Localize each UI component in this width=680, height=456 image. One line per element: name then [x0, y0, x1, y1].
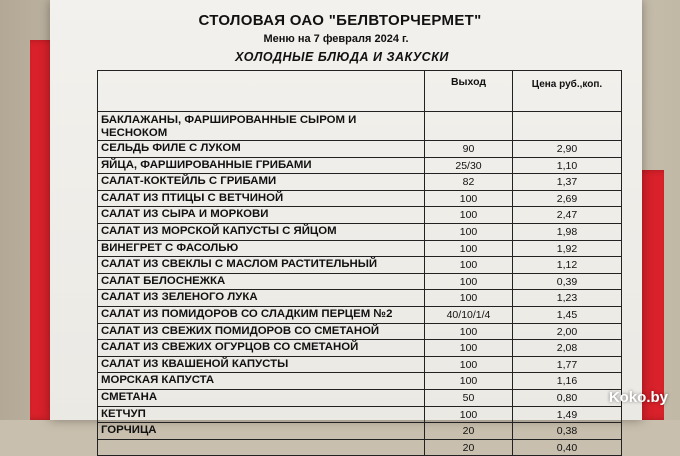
dish-name: САЛАТ ИЗ СВЕЖИХ ПОМИДОРОВ СО СМЕТАНОЙ — [98, 324, 425, 340]
dish-name: САЛАТ ИЗ СВЕКЛЫ С МАСЛОМ РАСТИТЕЛЬНЫЙ — [98, 257, 425, 273]
dish-price: 2,69 — [556, 192, 578, 205]
dish-name: БАКЛАЖАНЫ, ФАРШИРОВАННЫЕ СЫРОМ И ЧЕСНОКОМ — [98, 112, 425, 140]
dish-price: 1,98 — [556, 225, 578, 238]
dish-output: 100 — [425, 274, 513, 290]
dish-name: ЯЙЦА, ФАРШИРОВАННЫЕ ГРИБАМИ — [98, 158, 425, 174]
table-body — [98, 112, 621, 456]
dish-name: ВИНЕГРЕТ С ФАСОЛЬЮ — [98, 241, 425, 257]
menu-table — [97, 70, 622, 456]
table-row — [98, 423, 621, 440]
dish-name: САЛАТ ИЗ ЗЕЛЕНОГО ЛУКА — [98, 290, 425, 306]
table-row — [98, 112, 621, 141]
dish-output: 100 — [425, 357, 513, 373]
dish-output: 100 — [425, 373, 513, 389]
dish-name: МОРСКАЯ КАПУСТА — [98, 373, 425, 389]
table-row — [98, 407, 621, 424]
dish-price: 2,08 — [556, 342, 578, 355]
dish-output: 25/30 — [425, 158, 513, 174]
dish-name: САЛАТ ИЗ ПТИЦЫ С ВЕТЧИНОЙ — [98, 191, 425, 207]
dish-output: 100 — [425, 241, 513, 257]
table-row — [98, 340, 621, 357]
dish-name: САЛАТ ИЗ СЫРА И МОРКОВИ — [98, 207, 425, 223]
table-row — [98, 257, 621, 274]
dish-price: 1,10 — [556, 159, 578, 172]
dish-price: 1,45 — [556, 308, 578, 321]
menu-sheet — [50, 0, 642, 454]
dish-name: СМЕТАНА — [98, 390, 425, 406]
dish-name — [98, 440, 425, 456]
dish-name: САЛАТ-КОКТЕЙЛЬ С ГРИБАМИ — [98, 174, 425, 190]
dish-name: САЛАТ БЕЛОСНЕЖКА — [98, 274, 425, 290]
dish-output: 100 — [425, 290, 513, 306]
header-name-cell — [98, 71, 425, 111]
table-row — [98, 440, 621, 456]
dish-output: 100 — [425, 224, 513, 240]
dish-output: 100 — [425, 207, 513, 223]
table-row — [98, 373, 621, 390]
menu-date: Меню на 7 февраля 2024 г. — [263, 33, 409, 45]
dish-price: 2,47 — [556, 209, 578, 222]
dish-name: САЛАТ ИЗ КВАШЕНОЙ КАПУСТЫ — [98, 357, 425, 373]
table-row — [98, 390, 621, 407]
table-row — [98, 307, 621, 324]
dish-price: 0,38 — [556, 425, 578, 438]
table-row — [98, 207, 621, 224]
dish-output: 100 — [425, 340, 513, 356]
dish-name: САЛАТ ИЗ ПОМИДОРОВ СО СЛАДКИМ ПЕРЦЕМ №2 — [98, 307, 425, 323]
table-row — [98, 141, 621, 158]
dish-price: 1,37 — [556, 176, 578, 189]
dish-price: 1,92 — [556, 242, 578, 255]
dish-output: 40/10/1/4 — [425, 307, 513, 323]
section-title: ХОЛОДНЫЕ БЛЮДА И ЗАКУСКИ — [235, 50, 449, 64]
table-row — [98, 241, 621, 258]
org-title: СТОЛОВАЯ ОАО "БЕЛВТОРЧЕРМЕТ" — [198, 12, 482, 29]
dish-output: 100 — [425, 407, 513, 423]
dish-price: 1,77 — [556, 358, 578, 371]
dish-output: 20 — [425, 440, 513, 456]
table-row — [98, 158, 621, 175]
dish-price: 0,39 — [556, 275, 578, 288]
table-row — [98, 191, 621, 208]
table-row — [98, 324, 621, 341]
dish-name: ГОРЧИЦА — [98, 423, 425, 439]
table-row — [98, 357, 621, 374]
dish-name: КЕТЧУП — [98, 407, 425, 423]
header-output: Выход — [425, 71, 513, 111]
table-row — [98, 174, 621, 191]
dish-price: 1,16 — [556, 375, 578, 388]
dish-output: 100 — [425, 324, 513, 340]
watermark-logo: Koko.by — [608, 389, 668, 406]
table-row — [98, 274, 621, 291]
dish-name: САЛАТ ИЗ СВЕЖИХ ОГУРЦОВ СО СМЕТАНОЙ — [98, 340, 425, 356]
table-row — [98, 224, 621, 241]
dish-price: 1,49 — [556, 408, 578, 421]
dish-name: САЛАТ ИЗ МОРСКОЙ КАПУСТЫ С ЯЙЦОМ — [98, 224, 425, 240]
table-row — [98, 290, 621, 307]
dish-output: 50 — [425, 390, 513, 406]
dish-price: 2,00 — [556, 325, 578, 338]
dish-output: 90 — [425, 141, 513, 157]
dish-price: 0,80 — [556, 391, 578, 404]
header-price: Цена руб.,коп. — [531, 79, 603, 90]
table-header-row — [98, 71, 621, 112]
dish-price: 1,12 — [556, 259, 578, 272]
dish-price: 2,90 — [556, 143, 578, 155]
dish-name: СЕЛЬДЬ ФИЛЕ С ЛУКОМ — [98, 141, 425, 157]
dish-output — [425, 112, 513, 140]
dish-output: 100 — [425, 257, 513, 273]
dish-output: 100 — [425, 191, 513, 207]
dish-output: 82 — [425, 174, 513, 190]
dish-price: 1,23 — [556, 292, 578, 305]
dish-price — [513, 112, 621, 140]
dish-price: 0,40 — [556, 441, 578, 454]
dish-output: 20 — [425, 423, 513, 439]
